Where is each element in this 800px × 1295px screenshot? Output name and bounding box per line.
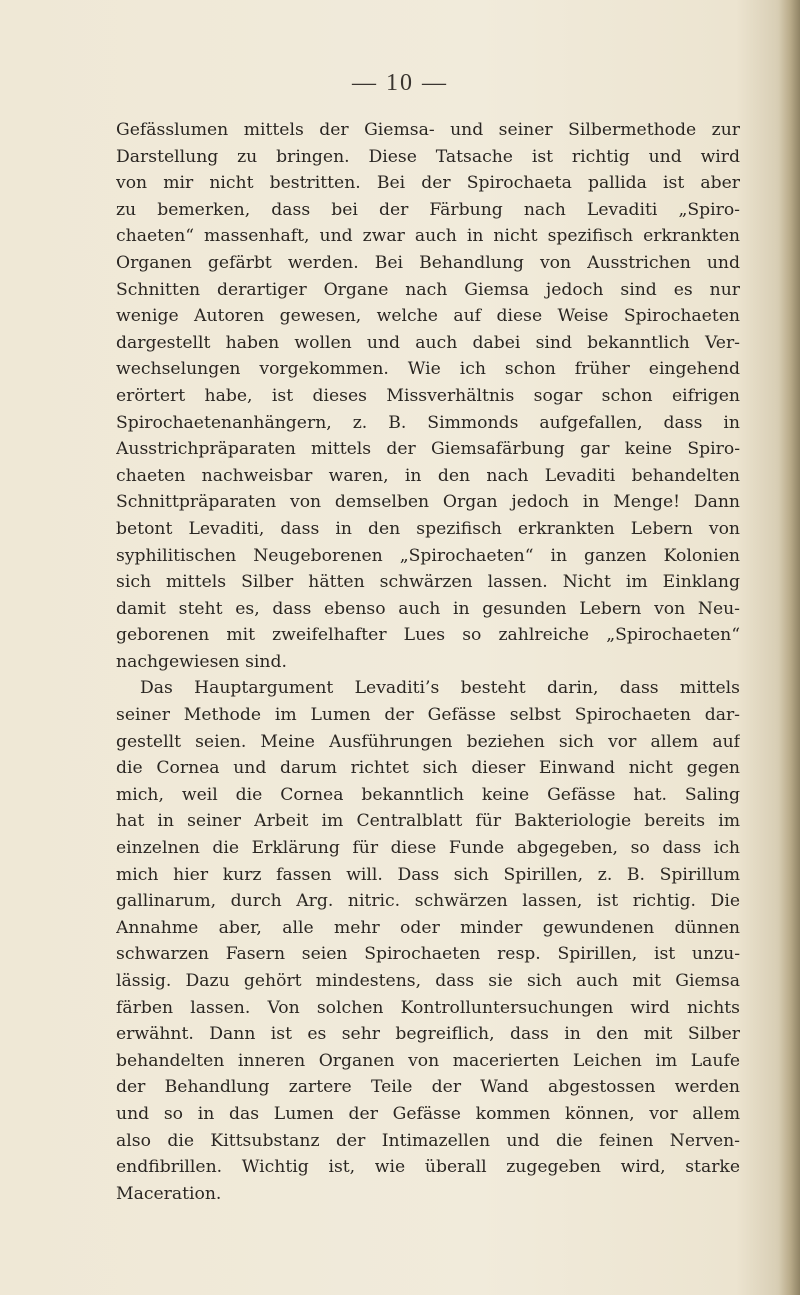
text-line: Das Hauptargument Levaditi’s besteht darin, dass mittels bbox=[140, 678, 740, 699]
page-edge bbox=[778, 0, 800, 1295]
text-line: lässig. Dazu gehört mindestens, dass sie sich auch mit Giemsa bbox=[116, 971, 740, 991]
text-line: endfibrillen. Wichtig ist, wie überall zugegeben wird, starke bbox=[116, 1157, 740, 1178]
text-line: betont Levaditi, dass in den spezifisch erkrankten Lebern von bbox=[116, 518, 740, 539]
text-line: chaeten nachweisbar waren, in den nach Levaditi behandelten bbox=[116, 465, 740, 486]
text-line: chaeten“ massenhaft, und zwar auch in nicht spezifisch erkrankten bbox=[116, 226, 740, 247]
text-line: Schnitten derartiger Organe nach Giemsa jedoch sind es nur bbox=[116, 279, 740, 300]
text-line: Darstellung zu bringen. Diese Tatsache ist richtig und wird bbox=[116, 146, 740, 167]
text-line: syphilitischen Neugeborenen „Spirochaeten“ in ganzen Kolonien bbox=[116, 545, 740, 566]
text-line: also die Kittsubstanz der Intimazellen und die feinen Nerven- bbox=[116, 1130, 740, 1151]
text-line: Annahme aber, alle mehr oder minder gewundenen dünnen bbox=[116, 917, 740, 938]
text-line: wechselungen vorgekommen. Wie ich schon früher eingehend bbox=[116, 359, 740, 380]
text-line: erörtert habe, ist dieses Missverhältnis sogar schon eifrigen bbox=[116, 385, 740, 406]
text-line: Schnittpräparaten von demselben Organ jedoch in Menge! Dann bbox=[116, 492, 740, 513]
text-line: hat in seiner Arbeit im Centralblatt für Bakteriologie bereits im bbox=[116, 811, 740, 832]
text-line: nachgewiesen sind. bbox=[116, 651, 287, 672]
text-line: und so in das Lumen der Gefässe kommen können, vor allem bbox=[116, 1103, 740, 1124]
text-line: schwarzen Fasern seien Spirochaeten resp. Spirillen, ist unzu- bbox=[116, 944, 740, 965]
text-line: von mir nicht bestritten. Bei der Spirochaeta pallida ist aber bbox=[116, 173, 740, 194]
text-line: zu bemerken, dass bei der Färbung nach Levaditi „Spiro- bbox=[116, 199, 740, 220]
text-line: mich, weil die Cornea bekanntlich keine Gefässe hat. Saling bbox=[116, 784, 740, 805]
text-line: mich hier kurz fassen will. Dass sich Spirillen, z. B. Spirillum bbox=[116, 864, 740, 885]
text-line: geborenen mit zweifelhafter Lues so zahlreiche „Spirochaeten“ bbox=[116, 625, 740, 646]
text-line: Ausstrichpräparaten mittels der Giemsafärbung gar keine Spiro- bbox=[116, 439, 740, 460]
text-line: der Behandlung zartere Teile der Wand abgestossen werden bbox=[116, 1077, 740, 1098]
text-line: erwähnt. Dann ist es sehr begreiflich, dass in den mit Silber bbox=[116, 1024, 740, 1045]
text-line: wenige Autoren gewesen, welche auf diese Weise Spirochaeten bbox=[116, 306, 740, 327]
text-line: dargestellt haben wollen und auch dabei sind bekanntlich Ver- bbox=[116, 332, 740, 353]
text-line: die Cornea und darum richtet sich dieser Einwand nicht gegen bbox=[116, 758, 740, 779]
text-line: seiner Methode im Lumen der Gefässe selbst Spirochaeten dar- bbox=[116, 705, 740, 726]
text-line: Organen gefärbt werden. Bei Behandlung von Ausstrichen und bbox=[116, 252, 740, 273]
page-number: — 10 — bbox=[352, 70, 448, 96]
body-text bbox=[116, 117, 740, 1207]
text-line: Maceration. bbox=[116, 1183, 222, 1204]
text-line: sich mittels Silber hätten schwärzen lassen. Nicht im Einklang bbox=[116, 572, 740, 593]
text-line: Spirochaetenanhängern, z. B. Simmonds aufgefallen, dass in bbox=[116, 412, 740, 433]
text-line: damit steht es, dass ebenso auch in gesunden Lebern von Neu- bbox=[116, 598, 740, 619]
text-line: behandelten inneren Organen von macerierten Leichen im Laufe bbox=[116, 1050, 740, 1071]
text-line: gestellt seien. Meine Ausführungen beziehen sich vor allem auf bbox=[116, 731, 740, 752]
text-line: gallinarum, durch Arg. nitric. schwärzen lassen, ist richtig. Die bbox=[116, 891, 740, 912]
text-line: Gefässlumen mittels der Giemsa- und seiner Silbermethode zur bbox=[116, 120, 740, 140]
text-line: färben lassen. Von solchen Kontrolluntersuchungen wird nichts bbox=[116, 997, 740, 1018]
text-line: einzelnen die Erklärung für diese Funde abgegeben, so dass ich bbox=[116, 838, 740, 859]
